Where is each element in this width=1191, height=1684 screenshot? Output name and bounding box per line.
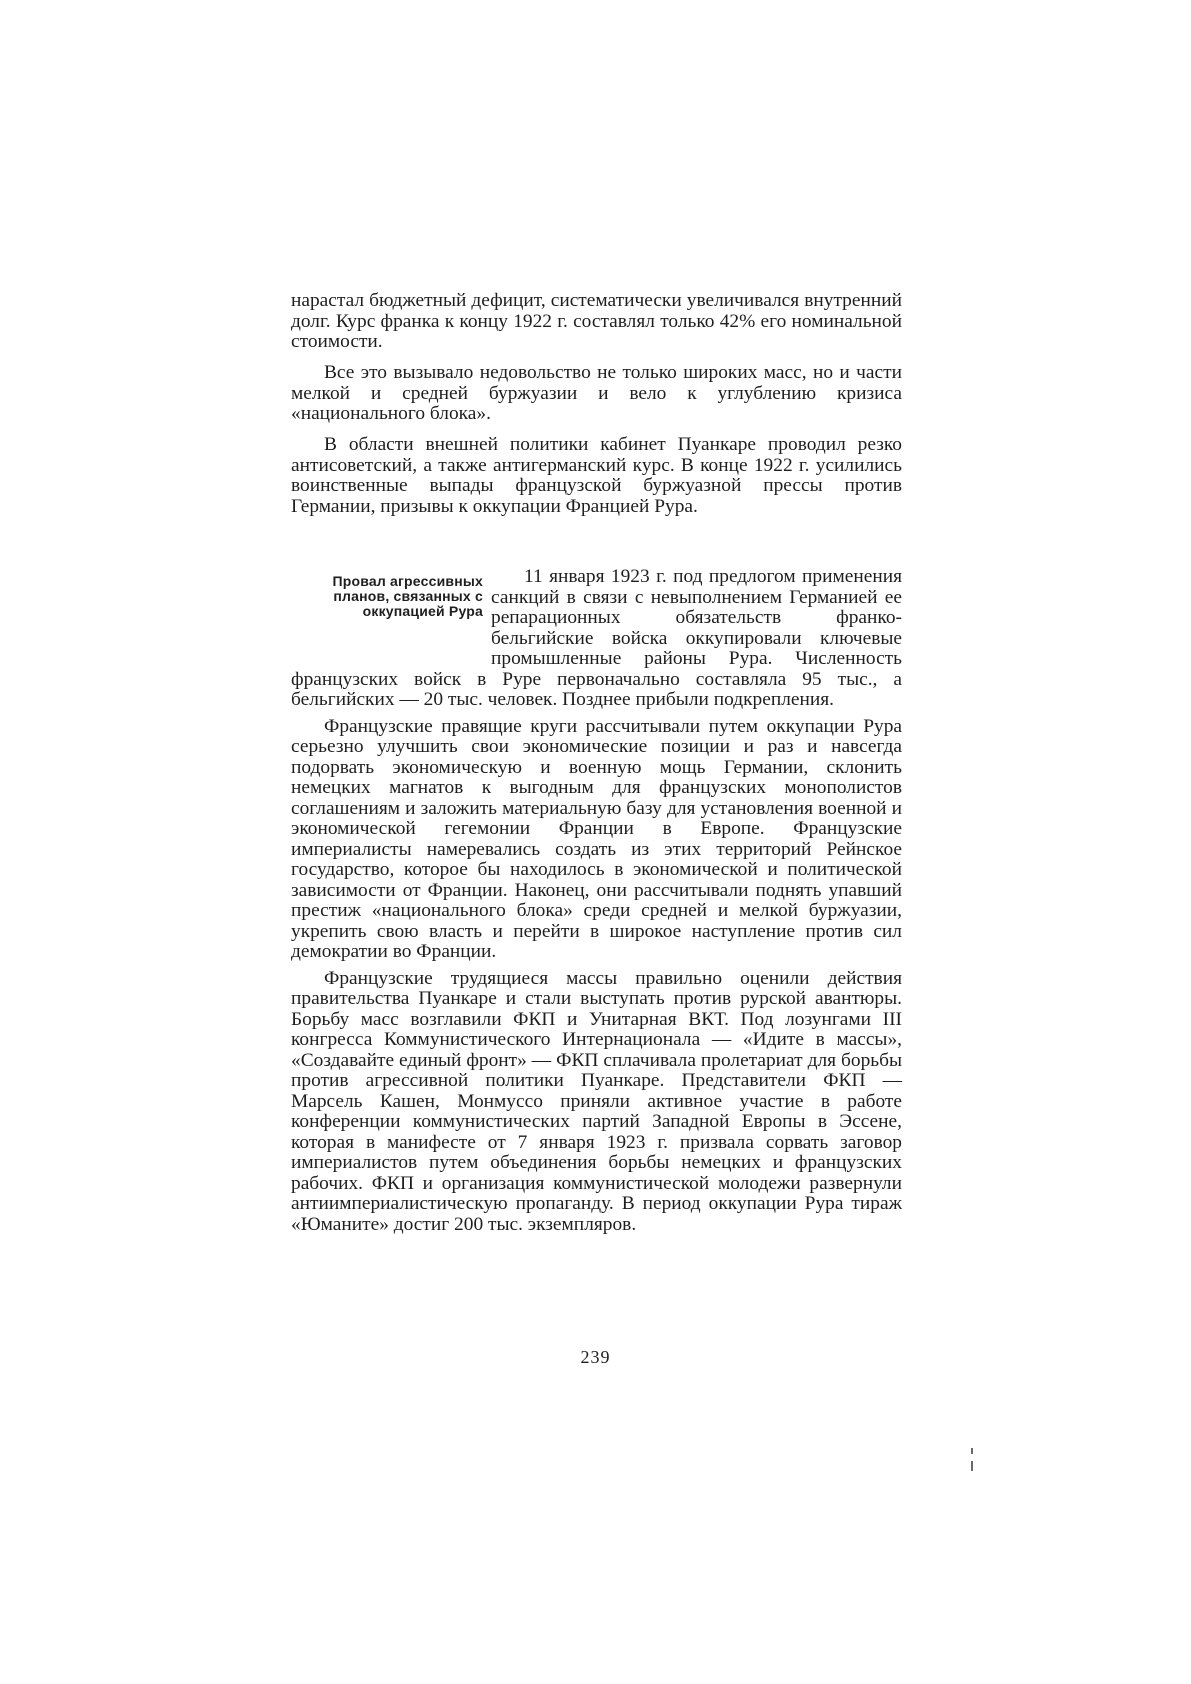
paragraph: нарастал бюджетный дефицит, систематически увеличивался внутренний долг. Курс франка к концу 1922 г. составлял только 42% его номинальной стоимости. (291, 290, 902, 352)
paragraph: Французские трудящиеся массы правильно оценили действия правительства Пуанкаре и стали выступать против рурской авантюры. Борьбу масс возглавили ФКП и Унитарная ВКТ. Под лозунгами III конгресса Коммунистического Интернационала — «Идите в массы», «Создавайте единый фронт» — ФКП сплачивала пролетариат для борьбы против агрессивной политики Пуанкаре. Представители ФКП — Марсель Кашен, Монмуссо приняли активное участие в работе конференции коммунистических партий Западной Европы в Эссене, которая в манифесте от 7 января 1923 г. призвала сорвать заговор империалистов путем объединения борьбы немецких и французских рабочих. ФКП и организация коммунистической молодежи развернули антиимпериалистическую пропаганду. В период оккупации Рура тираж «Юманите» достиг 200 тыс. экземпляров. (291, 967, 902, 1235)
paragraph: Все это вызывало недовольство не только широких масс, но и части мелкой и средней буржуазии и вело к углублению кризиса «национального блока». (291, 362, 902, 424)
paragraph: 11 января 1923 г. под предлогом применения санкций в связи с невыполнением Германией ее репарационных обязательств франко-бельгийские войска оккупировали ключевые промышленные районы Рура. Численность французских войск в Руре первоначально составляла 95 тыс., а бельгийских — 20 тыс. человек. Позднее прибыли подкрепления. (291, 566, 902, 710)
page-number: 239 (580, 1347, 611, 1367)
text-column (291, 291, 902, 1235)
margin-mark (971, 1461, 973, 1471)
margin-mark (971, 1448, 973, 1454)
paragraph: Французские правящие круги рассчитывали путем оккупации Рура серьезно улучшить свои экономические позиции и раз и навсегда подорвать экономическую и военную мощь Германии, склонить немецких магнатов к выгодным для французских монополистов соглашениям и заложить материальную базу для установления военной и экономической гегемонии Франции в Европе. Французские империалисты намеревались создать из этих территорий Рейнское государство, которое бы находилось в экономической и политической зависимости от Франции. Наконец, они рассчитывали поднять упавший престиж «национального блока» среди средней и мелкой буржуазии, укрепить свою власть и перейти в широкое наступление против сил демократии во Франции. (291, 715, 902, 962)
paragraph: В области внешней политики кабинет Пуанкаре проводил резко антисоветский, а также антигерманский курс. В конце 1922 г. усилились воинственные выпады французской буржуазной прессы против Германии, призывы к оккупации Францией Рура. (291, 434, 902, 517)
side-heading: Провал агрессивных планов, связанных с оккупацией Рура (332, 573, 483, 619)
